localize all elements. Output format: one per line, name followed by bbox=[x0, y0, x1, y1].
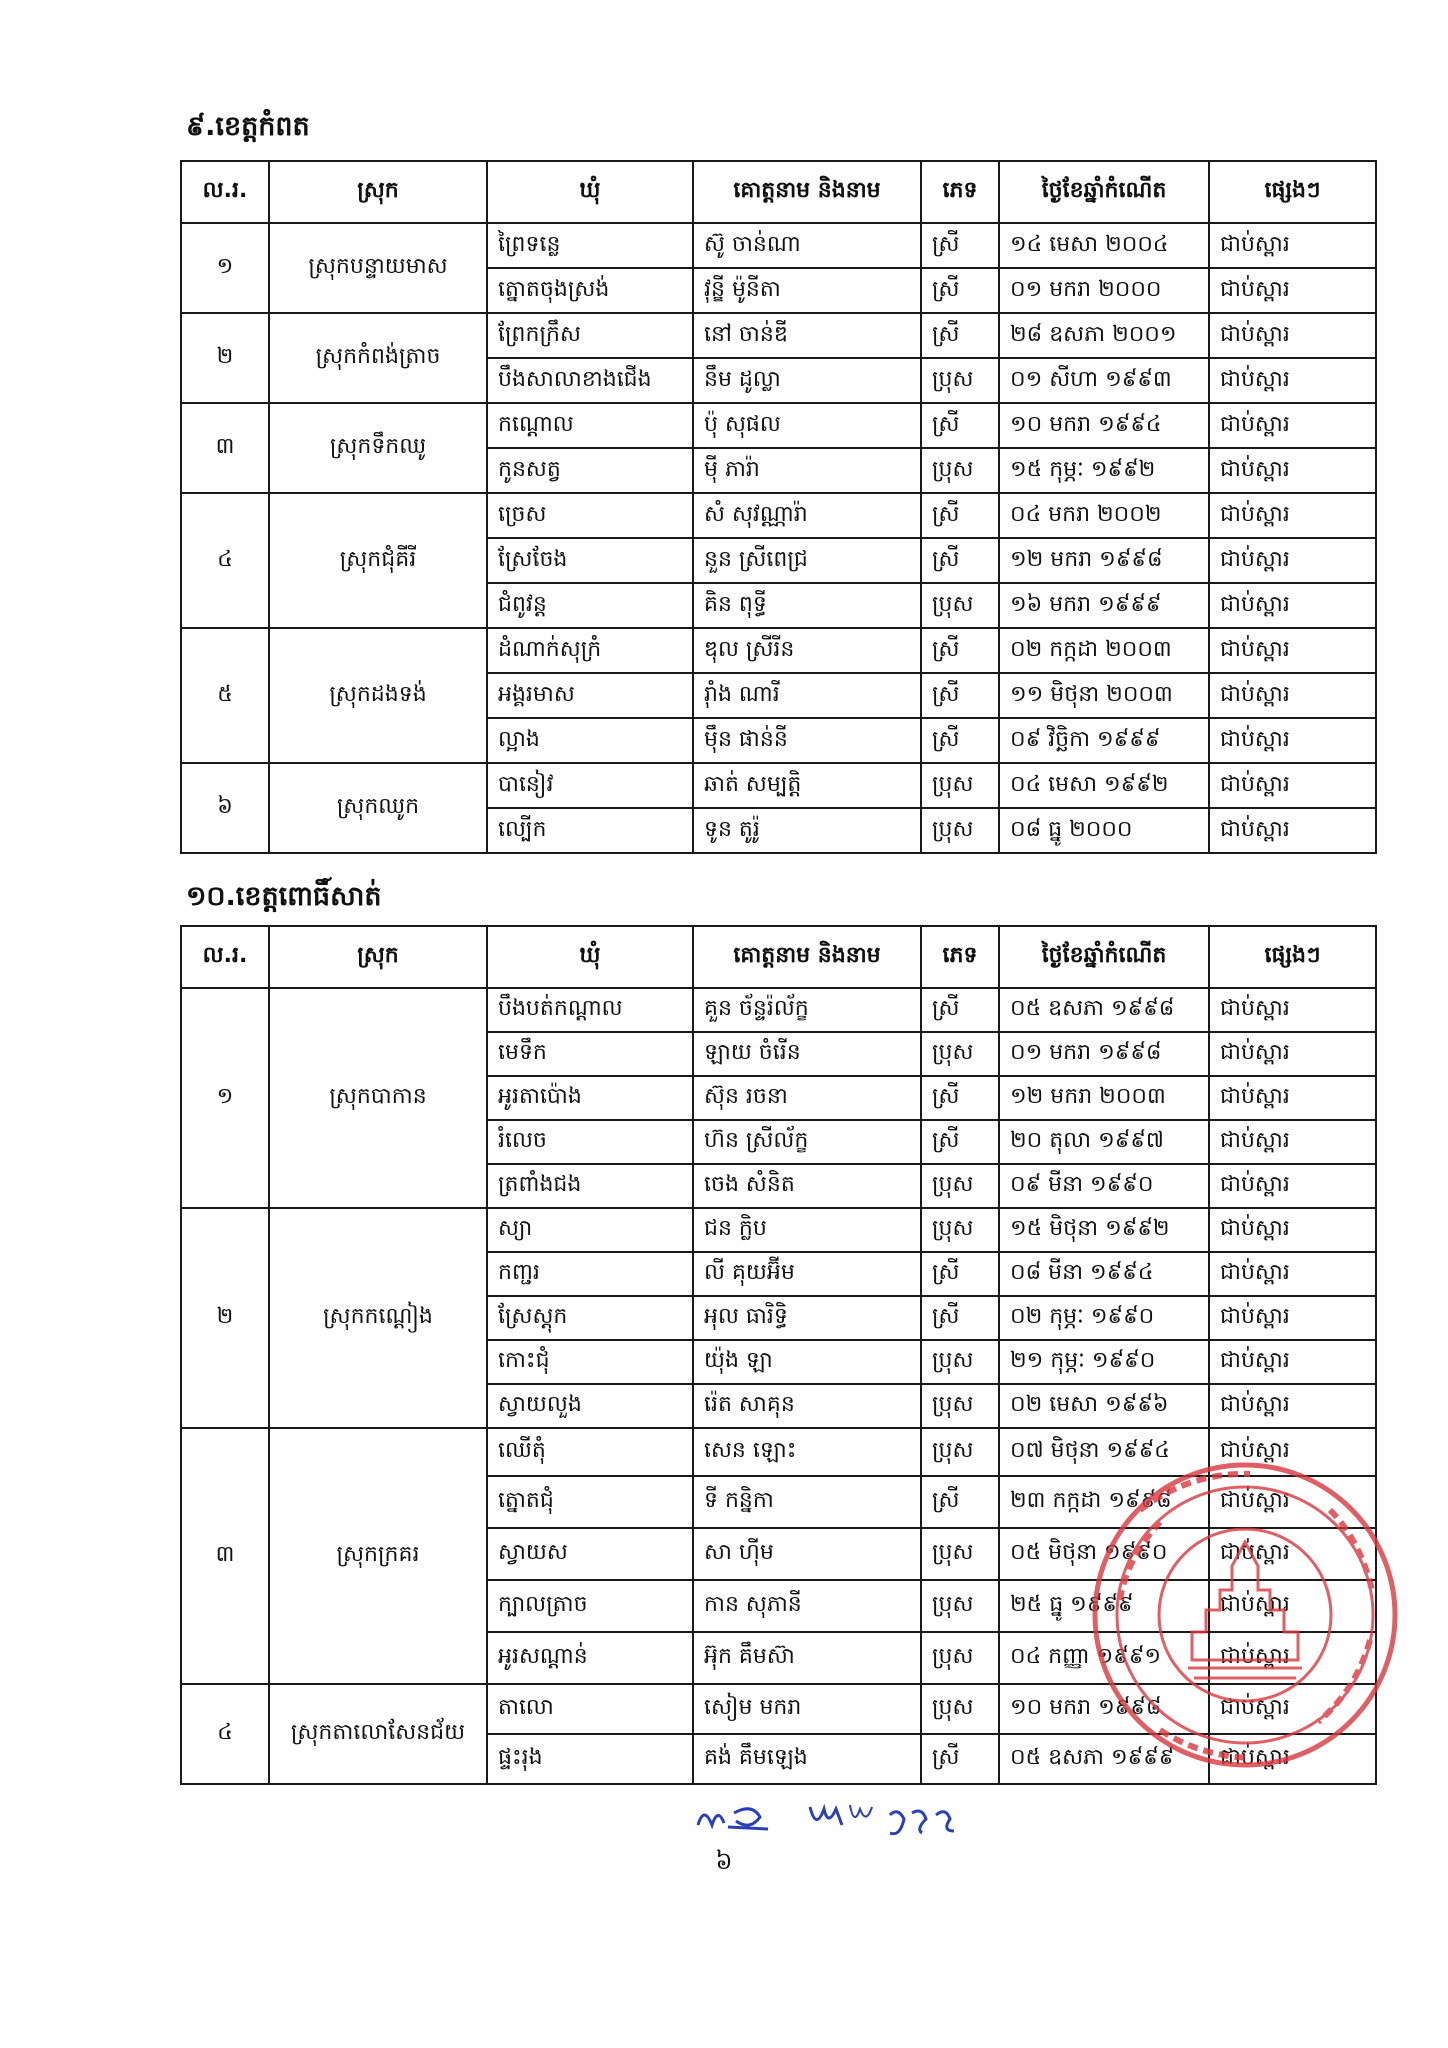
dob-cell: ០៩ វិច្ឆិកា ១៩៩៩ bbox=[999, 718, 1209, 763]
note-cell: ជាប់ស្ពារ bbox=[1209, 493, 1376, 538]
column-header: ថ្ងៃខែឆ្នាំកំណើត bbox=[999, 161, 1209, 223]
district-cell: ស្រុកទឹកឈូ bbox=[269, 403, 487, 493]
dob-cell: ០៥ ឧសភា ១៩៩៨ bbox=[999, 988, 1209, 1032]
commune-cell: ឈើតុំ bbox=[487, 1428, 693, 1476]
name-cell: សា ហ៊ីម bbox=[693, 1528, 921, 1580]
note-cell: ជាប់ស្ពារ bbox=[1209, 1476, 1376, 1528]
column-header: ភេទ bbox=[921, 161, 999, 223]
column-header: ថ្ងៃខែឆ្នាំកំណើត bbox=[999, 926, 1209, 988]
district-cell: ស្រុកតាលោសែនជ័យ bbox=[269, 1684, 487, 1784]
note-cell: ជាប់ស្ពារ bbox=[1209, 1428, 1376, 1476]
name-cell: សំ សុវណ្ណារ៉ា bbox=[693, 493, 921, 538]
sex-cell: ស្រី bbox=[921, 1252, 999, 1296]
dob-cell: ០៤ មេសា ១៩៩២ bbox=[999, 763, 1209, 808]
note-cell: ជាប់ស្ពារ bbox=[1209, 1208, 1376, 1252]
row-number-cell: ៣ bbox=[181, 1428, 269, 1684]
row-number-cell: ៥ bbox=[181, 628, 269, 763]
dob-cell: ១៥ កុម្ភៈ ១៩៩២ bbox=[999, 448, 1209, 493]
name-cell: អុល ធារិទ្ធិ bbox=[693, 1296, 921, 1340]
column-header: ផ្សេងៗ bbox=[1209, 926, 1376, 988]
dob-cell: ០៤ កញ្ញា ១៩៩១ bbox=[999, 1632, 1209, 1684]
dob-cell: ០៧ មិថុនា ១៩៩៤ bbox=[999, 1428, 1209, 1476]
sex-cell: ប្រុស bbox=[921, 1528, 999, 1580]
sex-cell: ប្រុស bbox=[921, 358, 999, 403]
district-cell: ស្រុកដងទង់ bbox=[269, 628, 487, 763]
sex-cell: ស្រី bbox=[921, 1734, 999, 1784]
dob-cell: ១០ មករា ១៩៩៨ bbox=[999, 1684, 1209, 1734]
sex-cell: ស្រី bbox=[921, 673, 999, 718]
note-cell: ជាប់ស្ពារ bbox=[1209, 1252, 1376, 1296]
column-header: ភេទ bbox=[921, 926, 999, 988]
commune-cell: ផ្ទះរុង bbox=[487, 1734, 693, 1784]
sex-cell: ប្រុស bbox=[921, 1164, 999, 1208]
sex-cell: ប្រុស bbox=[921, 1428, 999, 1476]
name-cell: កាន សុភានី bbox=[693, 1580, 921, 1632]
commune-cell: កូនសត្វ bbox=[487, 448, 693, 493]
note-cell: ជាប់ស្ពារ bbox=[1209, 1684, 1376, 1734]
commune-cell: កណ្តោល bbox=[487, 403, 693, 448]
table-row bbox=[181, 1684, 1376, 1734]
note-cell: ជាប់ស្ពារ bbox=[1209, 1734, 1376, 1784]
note-cell: ជាប់ស្ពារ bbox=[1209, 763, 1376, 808]
note-cell: ជាប់ស្ពារ bbox=[1209, 1032, 1376, 1076]
name-cell: ស៊ុន រចនា bbox=[693, 1076, 921, 1120]
note-cell: ជាប់ស្ពារ bbox=[1209, 1340, 1376, 1384]
column-header: ឃុំ bbox=[487, 926, 693, 988]
commune-cell: កោះជុំ bbox=[487, 1340, 693, 1384]
sex-cell: ស្រី bbox=[921, 223, 999, 268]
note-cell: ជាប់ស្ពារ bbox=[1209, 403, 1376, 448]
name-cell: ហ៊ន ស្រីល័ក្ខ bbox=[693, 1120, 921, 1164]
note-cell: ជាប់ស្ពារ bbox=[1209, 1580, 1376, 1632]
district-cell: ស្រុកបាកាន bbox=[269, 988, 487, 1208]
name-cell: ម៉ី ភារ៉ា bbox=[693, 448, 921, 493]
note-cell: ជាប់ស្ពារ bbox=[1209, 223, 1376, 268]
name-cell: គង់ គឹមឡេង bbox=[693, 1734, 921, 1784]
table-row bbox=[181, 1428, 1376, 1476]
note-cell: ជាប់ស្ពារ bbox=[1209, 628, 1376, 673]
dob-cell: ០១ សីហា ១៩៩៣ bbox=[999, 358, 1209, 403]
sex-cell: ប្រុស bbox=[921, 1340, 999, 1384]
sex-cell: ប្រុស bbox=[921, 808, 999, 853]
name-cell: នួន ស្រីពេជ្រ bbox=[693, 538, 921, 583]
district-cell: ស្រុកកំពង់ត្រាច bbox=[269, 313, 487, 403]
commune-cell: ស្រែស្តុក bbox=[487, 1296, 693, 1340]
commune-cell: បឹងបត់កណ្តាល bbox=[487, 988, 693, 1032]
name-cell: រ៉េត សាគុន bbox=[693, 1384, 921, 1428]
name-cell: ជន ក្លិប bbox=[693, 1208, 921, 1252]
name-cell: គួន ច័ន្ទរ៉ល័ក្ខ bbox=[693, 988, 921, 1032]
sex-cell: ស្រី bbox=[921, 1296, 999, 1340]
table-row bbox=[181, 988, 1376, 1032]
name-cell: វុន្ឌី ម៉ូនីតា bbox=[693, 268, 921, 313]
table-header-row bbox=[181, 926, 1376, 988]
dob-cell: ០៥ ឧសភា ១៩៩៩ bbox=[999, 1734, 1209, 1784]
table-row bbox=[181, 223, 1376, 268]
commune-cell: កញ្ជរ bbox=[487, 1252, 693, 1296]
note-cell: ជាប់ស្ពារ bbox=[1209, 1120, 1376, 1164]
dob-cell: ១១ មិថុនា ២០០៣ bbox=[999, 673, 1209, 718]
name-cell: ស៊ូ ចាន់ណា bbox=[693, 223, 921, 268]
note-cell: ជាប់ស្ពារ bbox=[1209, 1632, 1376, 1684]
note-cell: ជាប់ស្ពារ bbox=[1209, 583, 1376, 628]
sex-cell: ស្រី bbox=[921, 1476, 999, 1528]
table-row bbox=[181, 493, 1376, 538]
name-cell: ម៉ឹន ផាន់នី bbox=[693, 718, 921, 763]
sex-cell: ស្រី bbox=[921, 268, 999, 313]
sex-cell: ស្រី bbox=[921, 538, 999, 583]
dob-cell: ២៣ កក្កដា ១៩៩៨ bbox=[999, 1476, 1209, 1528]
table-row bbox=[181, 403, 1376, 448]
name-cell: នៅ ចាន់ឌី bbox=[693, 313, 921, 358]
note-cell: ជាប់ស្ពារ bbox=[1209, 718, 1376, 763]
commune-cell: ព្រែកក្រឹស bbox=[487, 313, 693, 358]
dob-cell: ២០ តុលា ១៩៩៧ bbox=[999, 1120, 1209, 1164]
note-cell: ជាប់ស្ពារ bbox=[1209, 448, 1376, 493]
dob-cell: ១៤ មេសា ២០០៤ bbox=[999, 223, 1209, 268]
sex-cell: ប្រុស bbox=[921, 1032, 999, 1076]
dob-cell: ១២ មករា ២០០៣ bbox=[999, 1076, 1209, 1120]
section-heading-kampot: ៩.ខេត្តកំពត bbox=[186, 111, 310, 142]
dob-cell: ០២ មេសា ១៩៩៦ bbox=[999, 1384, 1209, 1428]
row-number-cell: ១ bbox=[181, 988, 269, 1208]
column-header: គោត្តនាម និងនាម bbox=[693, 161, 921, 223]
column-header: ល.រ. bbox=[181, 926, 269, 988]
name-cell: នឹម ដូល្លា bbox=[693, 358, 921, 403]
commune-cell: ក្បាលត្រាច bbox=[487, 1580, 693, 1632]
dob-cell: ០៨ មីនា ១៩៩៤ bbox=[999, 1252, 1209, 1296]
dob-cell: ០៤ មករា ២០០២ bbox=[999, 493, 1209, 538]
column-header: ស្រុក bbox=[269, 926, 487, 988]
sex-cell: ស្រី bbox=[921, 493, 999, 538]
note-cell: ជាប់ស្ពារ bbox=[1209, 1076, 1376, 1120]
dob-cell: ០៥ មិថុនា ១៩៩០ bbox=[999, 1528, 1209, 1580]
name-cell: រ៉ាំង ណារី bbox=[693, 673, 921, 718]
sex-cell: ស្រី bbox=[921, 718, 999, 763]
commune-cell: អង្គរមាស bbox=[487, 673, 693, 718]
sex-cell: ប្រុស bbox=[921, 1384, 999, 1428]
sex-cell: ប្រុស bbox=[921, 1580, 999, 1632]
commune-cell: ត្នោតចុងស្រង់ bbox=[487, 268, 693, 313]
column-header: ផ្សេងៗ bbox=[1209, 161, 1376, 223]
section-heading-pursat: ១០.ខេត្តពោធិ៍សាត់ bbox=[186, 881, 382, 912]
note-cell: ជាប់ស្ពារ bbox=[1209, 313, 1376, 358]
dob-cell: ០៨ ធ្នូ ២០០០ bbox=[999, 808, 1209, 853]
dob-cell: ២៨ ឧសភា ២០០១ bbox=[999, 313, 1209, 358]
table-row bbox=[181, 763, 1376, 808]
row-number-cell: ២ bbox=[181, 313, 269, 403]
commune-cell: ល្បើក bbox=[487, 808, 693, 853]
commune-cell: ដំណាក់សុក្រំ bbox=[487, 628, 693, 673]
note-cell: ជាប់ស្ពារ bbox=[1209, 673, 1376, 718]
dob-cell: ១២ មករា ១៩៩៨ bbox=[999, 538, 1209, 583]
dob-cell: ២១ កុម្ភៈ ១៩៩០ bbox=[999, 1340, 1209, 1384]
row-number-cell: ១ bbox=[181, 223, 269, 313]
dob-cell: ១៦ មករា ១៩៩៩ bbox=[999, 583, 1209, 628]
commune-cell: បឹងសាលាខាងជើង bbox=[487, 358, 693, 403]
commune-cell: តាលោ bbox=[487, 1684, 693, 1734]
commune-cell: ស្រែចែង bbox=[487, 538, 693, 583]
dob-cell: ០១ មករា ១៩៩៨ bbox=[999, 1032, 1209, 1076]
commune-cell: ត្នោតជុំ bbox=[487, 1476, 693, 1528]
row-number-cell: ៤ bbox=[181, 1684, 269, 1784]
dob-cell: ១៥ មិថុនា ១៩៩២ bbox=[999, 1208, 1209, 1252]
column-header: គោត្តនាម និងនាម bbox=[693, 926, 921, 988]
note-cell: ជាប់ស្ពារ bbox=[1209, 1164, 1376, 1208]
sex-cell: ប្រុស bbox=[921, 1684, 999, 1734]
note-cell: ជាប់ស្ពារ bbox=[1209, 538, 1376, 583]
note-cell: ជាប់ស្ពារ bbox=[1209, 988, 1376, 1032]
table-row bbox=[181, 1208, 1376, 1252]
table-row bbox=[181, 313, 1376, 358]
sex-cell: ស្រី bbox=[921, 988, 999, 1032]
commune-cell: ស្វាយស bbox=[487, 1528, 693, 1580]
commune-cell: មេទឹក bbox=[487, 1032, 693, 1076]
page-number: ៦ bbox=[715, 1847, 733, 1875]
name-cell: សេន ឡោះ bbox=[693, 1428, 921, 1476]
name-cell: ឡាយ ចំរើន bbox=[693, 1032, 921, 1076]
commune-cell: ច្រេស bbox=[487, 493, 693, 538]
column-header: ស្រុក bbox=[269, 161, 487, 223]
district-cell: ស្រុកឈូក bbox=[269, 763, 487, 853]
commune-cell: ល្អាង bbox=[487, 718, 693, 763]
sex-cell: ស្រី bbox=[921, 313, 999, 358]
name-cell: ឌុល ស្រីរីន bbox=[693, 628, 921, 673]
name-cell: សៀម មករា bbox=[693, 1684, 921, 1734]
commune-cell: ត្រពាំងជង bbox=[487, 1164, 693, 1208]
commune-cell: ស្វាយលួង bbox=[487, 1384, 693, 1428]
commune-cell: ព្រៃទន្លេ bbox=[487, 223, 693, 268]
sex-cell: ប្រុស bbox=[921, 1208, 999, 1252]
name-cell: ទូន តូរ៉ូ bbox=[693, 808, 921, 853]
commune-cell: រំលេច bbox=[487, 1120, 693, 1164]
note-cell: ជាប់ស្ពារ bbox=[1209, 358, 1376, 403]
district-cell: ស្រុកកណ្តៀង bbox=[269, 1208, 487, 1428]
roster-table-kampot bbox=[180, 160, 1377, 854]
sex-cell: ស្រី bbox=[921, 403, 999, 448]
column-header: ឃុំ bbox=[487, 161, 693, 223]
sex-cell: ស្រី bbox=[921, 628, 999, 673]
note-cell: ជាប់ស្ពារ bbox=[1209, 808, 1376, 853]
dob-cell: ០២ កក្កដា ២០០៣ bbox=[999, 628, 1209, 673]
sex-cell: ស្រី bbox=[921, 1120, 999, 1164]
sex-cell: ប្រុស bbox=[921, 583, 999, 628]
commune-cell: អូរតាប៉ោង bbox=[487, 1076, 693, 1120]
table-header-row bbox=[181, 161, 1376, 223]
sex-cell: ប្រុស bbox=[921, 1632, 999, 1684]
district-cell: ស្រុកជុំគីរី bbox=[269, 493, 487, 628]
commune-cell: អូរសណ្តាន់ bbox=[487, 1632, 693, 1684]
name-cell: យ៉ុង ឡា bbox=[693, 1340, 921, 1384]
row-number-cell: ២ bbox=[181, 1208, 269, 1428]
district-cell: ស្រុកបន្ទាយមាស bbox=[269, 223, 487, 313]
sex-cell: ប្រុស bbox=[921, 448, 999, 493]
name-cell: ប៉ុ សុផល bbox=[693, 403, 921, 448]
row-number-cell: ៦ bbox=[181, 763, 269, 853]
note-cell: ជាប់ស្ពារ bbox=[1209, 1296, 1376, 1340]
commune-cell: បានៀវ bbox=[487, 763, 693, 808]
name-cell: លី គុយអ៊ីម bbox=[693, 1252, 921, 1296]
name-cell: គិន ពុទ្ធី bbox=[693, 583, 921, 628]
dob-cell: ០៩ មីនា ១៩៩០ bbox=[999, 1164, 1209, 1208]
row-number-cell: ៣ bbox=[181, 403, 269, 493]
table-row bbox=[181, 628, 1376, 673]
name-cell: ទី កន្និកា bbox=[693, 1476, 921, 1528]
sex-cell: ស្រី bbox=[921, 1076, 999, 1120]
column-header: ល.រ. bbox=[181, 161, 269, 223]
commune-cell: ជំពូវន្ត bbox=[487, 583, 693, 628]
note-cell: ជាប់ស្ពារ bbox=[1209, 1528, 1376, 1580]
row-number-cell: ៤ bbox=[181, 493, 269, 628]
dob-cell: ១០ មករា ១៩៩៤ bbox=[999, 403, 1209, 448]
name-cell: ឆាត់ សម្បត្តិ bbox=[693, 763, 921, 808]
dob-cell: ២៥ ធ្នូ ១៩៩៩ bbox=[999, 1580, 1209, 1632]
name-cell: ចេង សំនិត bbox=[693, 1164, 921, 1208]
roster-table-pursat bbox=[180, 925, 1377, 1785]
note-cell: ជាប់ស្ពារ bbox=[1209, 268, 1376, 313]
dob-cell: ០១ មករា ២០០០ bbox=[999, 268, 1209, 313]
commune-cell: ស្យា bbox=[487, 1208, 693, 1252]
handwritten-initials bbox=[690, 1785, 1000, 1845]
district-cell: ស្រុកក្រគរ bbox=[269, 1428, 487, 1684]
name-cell: អ៊ុក គឹមស៊ា bbox=[693, 1632, 921, 1684]
dob-cell: ០២ កុម្ភៈ ១៩៩០ bbox=[999, 1296, 1209, 1340]
note-cell: ជាប់ស្ពារ bbox=[1209, 1384, 1376, 1428]
sex-cell: ប្រុស bbox=[921, 763, 999, 808]
